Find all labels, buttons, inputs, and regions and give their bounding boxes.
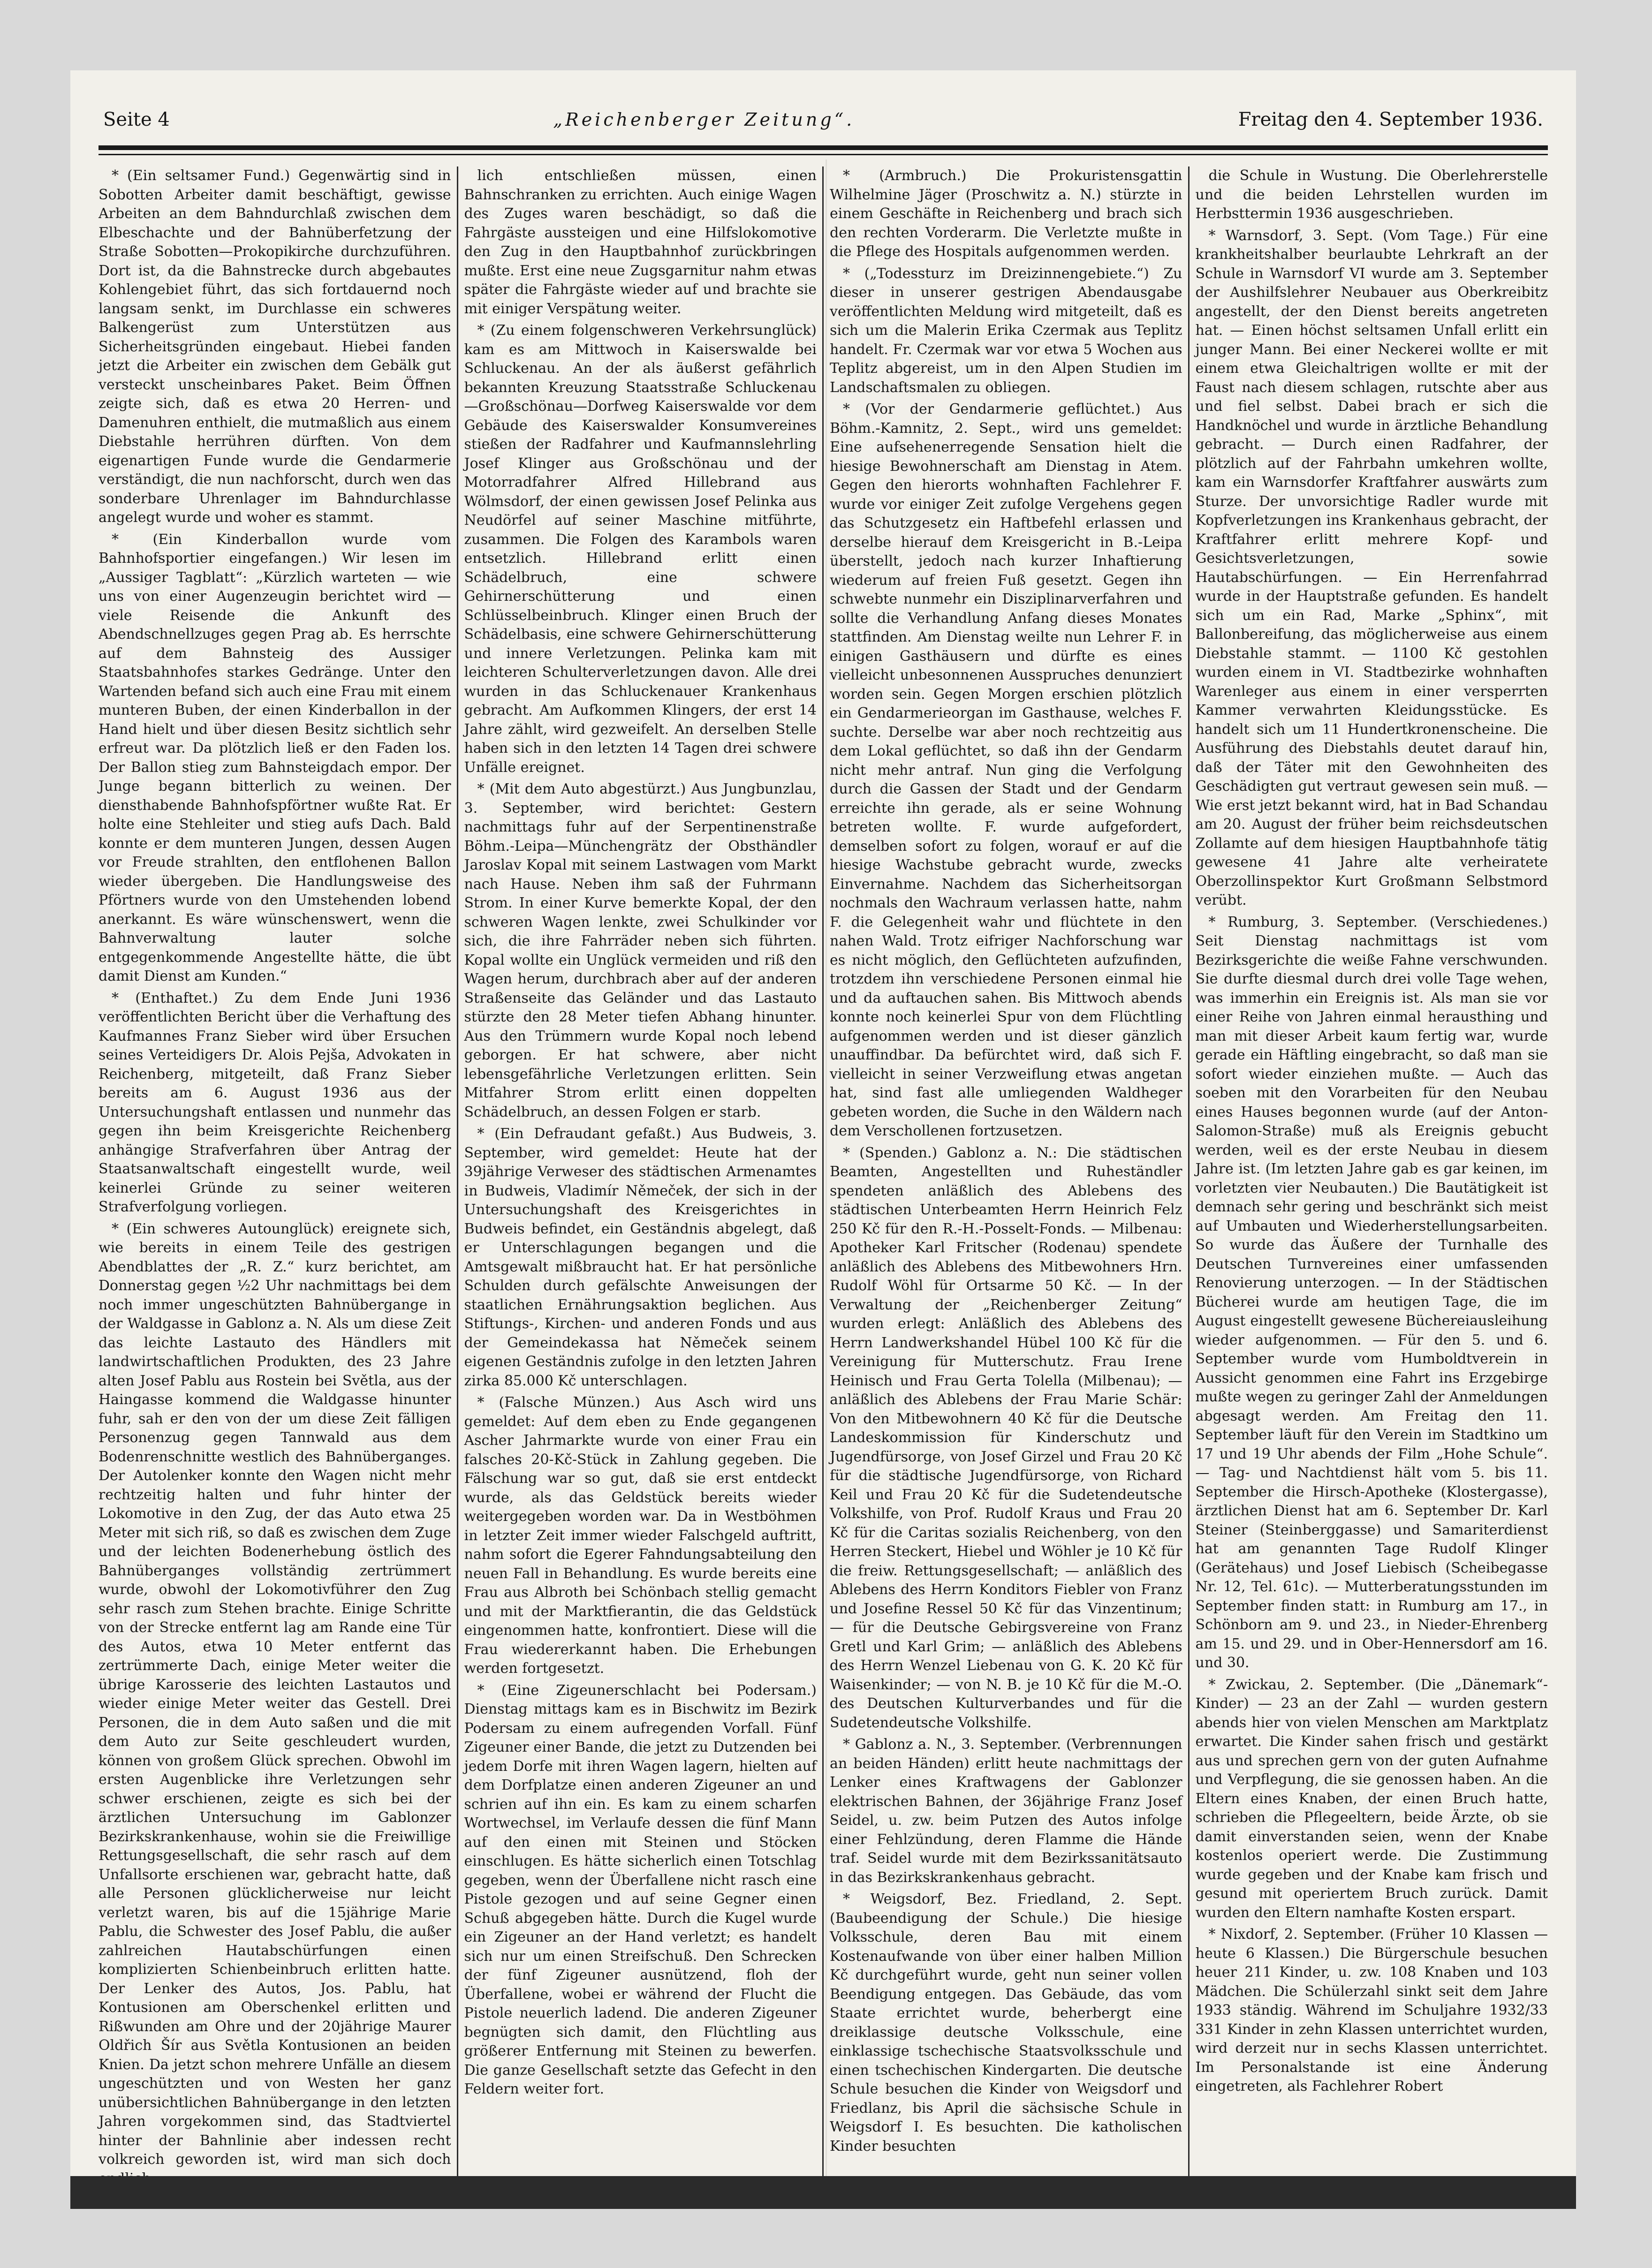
column-1	[99, 166, 451, 2191]
newspaper-title: „Reichenberger Zeitung“.	[553, 109, 855, 130]
article: * Gablonz a. N., 3. September. (Verbrennungen an beiden Händen) erlitt heute nachmittags der Lenker eines Kraftwagens der Gablonzer elektrischen Bahnen, der 36jährige Franz Josef Seidel, u. zw. beim Putzen des Autos infolge einer Fehlzündung, deren Flamme die Hände traf. Seidel wurde mit dem Bezirkssanitätsauto in das Bezirkskrankenhaus gebracht.	[830, 1736, 1182, 1886]
article: * (Ein Defraudant gefaßt.) Aus Budweis, 3. September, wird gemeldet: Heute hat der 39jährige Verweser des städtischen Armenamtes in Budweis, Vladimír Němeček, der sich in der Untersuchungshaft des Kreisgerichtes in Budweis befindet, ein Geständnis abgelegt, daß er Unterschlagungen begangen und die Amtsgewalt mißbraucht hat. Er hat persönliche Schulden durch gefälschte Anweisungen der staatlichen Ernährungsaktion beglichen. Aus Stiftungs-, Kirchen- und anderen Fonds und aus der Gemeindekassa hat Němeček seinem eigenen Geständnis zufolge in den letzten Jahren zirka 85.000 Kč unterschlagen.	[464, 1126, 817, 1389]
article: * (Ein Kinderballon wurde vom Bahnhofsportier eingefangen.) Wir lesen im „Aussiger Tagblatt“: „Kürzlich warteten — wie uns von einer Augenzeugin berichtet wird — viele Reisende die Ankunft des Abendschnellzuges gegen Prag ab. Es herrschte auf dem Bahnsteig des Aussiger Staatsbahnhofes starkes Gedränge. Unter den Wartenden befand sich auch eine Frau mit einem munteren Buben, der einen Kinderballon in der Hand hielt und über diesen Besitz sichtlich sehr erfreut war. Da plötzlich ließ er den Faden los. Der Ballon stieg zum Bahnsteigdach empor. Der Junge begann bitterlich zu weinen. Der diensthabende Bahnhofspförtner wußte Rat. Er holte eine Stehleiter und stieg aufs Dach. Bald konnte er dem munteren Jungen, dessen Augen vor Freude strahlten, den entflohenen Ballon wieder übergeben. Die Handlungsweise des Pförtners wurde von den Umstehenden lobend anerkannt. Es wäre wünschenswert, wenn die Bahnverwaltung lauter solche entgegenkommende Angestellte hätte, die übt damit Dienst am Kunden.“	[99, 531, 451, 984]
article: * (Spenden.) Gablonz a. N.: Die städtischen Beamten, Angestellten und Ruheständler spendeten anläßlich des Ablebens des städtischen Unterbeamten Herrn Heinrich Felz 250 Kč für den R.-H.-Posselt-Fonds. — Milbenau: Apotheker Karl Fritscher (Rodenau) spendete anläßlich des Ablebens des Mitbewohners Hrn. Rudolf Wöhl für Ortsarme 50 Kč. — In der Verwaltung der „Reichenberger Zeitung“ wurden erlegt: Anläßlich des Ablebens des Herrn Landwerkshandel Hübel 100 Kč für die Vereinigung für Mutterschutz. Frau Irene Heinisch und Frau Gerta Tolella (Milbenau); — anläßlich des Ablebens der Frau Marie Schär: Von den Mitbewohnern 40 Kč für die Deutsche Landeskommission für Kinderschutz und Jugendfürsorge, von Josef Girzel und Frau 20 Kč für die städtische Jugendfürsorge, von Richard Keil und Frau 20 Kč für die Sudetendeutsche Volkshilfe, von Prof. Rudolf Kraus und Frau 20 Kč für die Caritas sozialis Reichenberg, von den Herren Steckert, Hiebel und Wöhler je 10 Kč für die freiw. Rettungsgesellschaft; — anläßlich des Ablebens des Herrn Konditors Fiebler von Franz und Josefine Ressel 50 Kč für das Vinzentinum; — für die Deutsche Gebirgsvereine von Franz Gretl und Karl Grim; — anläßlich des Ablebens des Herrn Wenzel Liebenau von G. K. 20 Kč für Waisenkinder; — von N. B. je 10 Kč für die M.-O. des Deutschen Kulturverbandes und für die Sudetendeutsche Volkshilfe.	[830, 1144, 1182, 1731]
article: * (Falsche Münzen.) Aus Asch wird uns gemeldet: Auf dem eben zu Ende gegangenen Ascher Jahrmarkte wurde von einer Frau ein falsches 20-Kč-Stück in Zahlung gegeben. Die Fälschung war so gut, daß sie erst entdeckt wurde, als das Geldstück bereits wieder weitergegeben worden war. Da in Westböhmen in letzter Zeit immer wieder Falschgeld auftritt, nahm sofort die Egerer Fahndungsabteilung den neuen Fall in Behandlung. Es wurde bereits eine Frau aus Albroth bei Schönbach stellig gemacht und mit der Marktfierantin, die das Geldstück eingenommen hatte, konfrontiert. Diese will die Frau wiedererkannt haben. Die Erhebungen werden fortgesetzt.	[464, 1394, 817, 1677]
article: * (Ein schweres Autounglück) ereignete sich, wie bereits in einem Teile des gestrigen Abendblattes der „R. Z.“ kurz berichtet, am Donnerstag gegen ½2 Uhr nachmittags bei dem noch immer ungeschützten Bahnübergange in der Waldgasse in Gablonz a. N. Als um diese Zeit das leichte Lastauto des Händlers mit landwirtschaftlichen Produkten, des 23 Jahre alten Josef Pablu aus Rostein bei Světla, aus der Haingasse kommend die Waldgasse hinunter fuhr, sah er den von der um diese Zeit fälligen Personenzug gegen Tannwald aus dem Bodenrenschnitte westlich des Bahnüberganges. Der Autolenker konnte den Wagen nicht mehr rechtzeitig halten und fuhr hinter der Lokomotive in den Zug, der das Auto etwa 25 Meter mit sich riß, so daß es zwischen dem Zuge und der leichten Bodenerhebung östlich des Bahnüberganges vollständig zertrümmert wurde, obwohl der Lokomotivführer den Zug sehr rasch zum Stehen brachte. Einige Schritte von der Strecke entfernt lag am Rande eine Tür des Autos, etwa 10 Meter entfernt das zertrümmerte Dach, einige Meter weiter die übrige Karosserie des leichten Lastautos und wieder einige Meter weiter das Gestell. Drei Personen, die in dem Auto saßen und die mit dem Auto zur Seite geschleudert wurden, können von großem Glück sprechen. Obwohl im ersten Augenblicke ihre Verletzungen sehr schwer erschienen, zeigte es sich bei der ärztlichen Untersuchung im Gablonzer Bezirkskrankenhause, wohin sie die Freiwillige Rettungsgesellschaft, die sehr rasch auf dem Unfallsorte erschienen war, gebracht hatte, daß alle Personen glücklicherweise nur leicht verletzt waren, bis auf die 15jährige Marie Pablu, die Schwester des Josef Pablu, die außer zahlreichen Hautabschürfungen einen komplizierten Schienbeinbruch erlitten hatte. Der Lenker des Autos, Jos. Pablu, hat Kontusionen am Oberschenkel erlitten und Rißwunden am Ohre und der 20jährige Maurer Oldřich Šír aus Světla Kontusionen an beiden Knien. Da jetzt schon mehrere Unfälle an diesem ungeschützten und von Westen her ganz unübersichtlichen Bahnübergange in den letzten Jahren vorgekommen sind, das Stadtviertel hinter der Bahnlinie aber indessen recht volkreich geworden ist, wird man sich doch	[99, 1220, 451, 2168]
article: lich entschließen müssen, einen Bahnschranken zu errichten. Auch einige Wagen des Zuges waren beschädigt, so daß die Fahrgäste aussteigen und eine Hilfslokomotive den Zug in den Hauptbahnhof zurückbringen mußte. Erst eine neue Zugsgarnitur nahm etwas später die Fahrgäste wieder auf und brachte sie mit einiger Verspätung weiter.	[464, 167, 817, 317]
header-rule-thick	[99, 145, 1548, 150]
header-rule-thin	[99, 154, 1548, 155]
article: * (Ein seltsamer Fund.) Gegenwärtig sind in Sobotten Arbeiter damit beschäftigt, gewisse Arbeiten an dem Bahndurchlaß zwischen dem Elbeschachte und der Bahnüberfetzung der Straße Sobotten—Prokopikirche durchzuführen. Dort ist, da die Bahnstrecke durch abgebautes Kohlengebiet führt, das sich fortdauernd noch langsam senkt, im Durchlasse ein schweres Balkengerüst zum Unterstützen aus Sicherheitsgründen eingebaut. Hiebei fanden jetzt die Arbeiter ein zwischen dem Gebälk gut versteckt unscheinbares Paket. Beim Öffnen zeigte sich, daß es etwa 20 Herren- und Damenuhren enthielt, die mutmaßlich aus einem Diebstahle herrühren dürften. Von dem eigenartigen Funde wurde die Gendarmerie verständigt, die nun nachforscht, durch wen das sonderbare Uhrenlager im Bahndurchlasse angelegt wurde und woher es stammt.	[99, 167, 451, 526]
page-number: Seite 4	[103, 109, 170, 130]
article: * (Vor der Gendarmerie geflüchtet.) Aus Böhm.-Kamnitz, 2. Sept., wird uns gemeldet: Eine aufsehenerregende Sensation hielt die hiesige Bewohnerschaft am Dienstag in Atem. Gegen den hierorts wohnhaften Fachlehrer F. wurde vor einiger Zeit zufolge Vergehens gegen das Schutzgesetz ein Haftbefehl erlassen und derselbe hierauf dem Kreisgericht in B.-Leipa überstellt, jedoch nach kurzer Inhaftierung wiederum auf freien Fuß gesetzt. Gegen ihn schwebte nunmehr ein Disziplinarverfahren und sollte die Verhandlung Anfang dieses Monates stattfinden. Am Dienstag weilte nun Lehrer F. in einigen Gasthäusern und dürfte es eines vielleicht unbesonnenen Ausspruches denunziert worden sein. Gegen Morgen erschien plötzlich ein Gendarmerieorgan im Gasthause, welches F. suchte. Derselbe war aber noch rechtzeitig aus dem Lokal geflüchtet, so daß ihn der Gendarm nicht mehr antraf. Nun ging die Verfolgung durch die Gassen der Stadt und der Gendarm erreichte ihn gerade, als er seine Wohnung betreten wollte. F. wurde aufgefordert, demselben sofort zu folgen, worauf er auf die hiesige Wachstube gebracht wurde, zwecks Einvernahme. Nachdem das Sicherheitsorgan nochmals den Wachraum verlassen hatte, nahm F. die Gelegenheit wahr und flüchtete in den nahen Wald. Trotz eifriger Nachforschung war es nicht möglich, den Geflüchteten aufzufinden, trotzdem ihn verschiedene Personen einmal hie und da auftauchen sahen. Bis Mittwoch abends konnte noch keinerlei Spur von dem Flüchtling aufgenommen werden und ist dieser gänzlich unauffindbar. Da befürchtet wird, daß sich F. vielleicht in seiner Verzweiflung etwas angetan hat, sind fast alle umliegenden Waldheger gebeten worden, die Suche in den Wäldern nach dem Verschollenen fortzusetzen.	[830, 401, 1182, 1139]
page-header	[103, 98, 1543, 141]
article: * (Mit dem Auto abgestürzt.) Aus Jungbunzlau, 3. September, wird berichtet: Gestern nachmittags fuhr auf der Serpentinenstraße Böhm.-Leipa—Münchengrätz der Obsthändler Jaroslav Kopal mit seinem Lastwagen vom Markt nach Hause. Neben ihm saß der Fuhrmann Strom. In einer Kurve bemerkte Kopal, der den schweren Wagen lenkte, zwei Schulkinder vor sich, die ihre Fahrräder neben sich führten. Kopal wollte ein Unglück vermeiden und riß den Wagen herum, durchbrach aber auf der anderen Straßenseite das Geländer und das Lastauto stürzte den 28 Meter tiefen Abhang hinunter. Aus den Trümmern wurde Kopal noch lebend geborgen. Er hat schwere, aber nicht lebensgefährliche Verletzungen erlitten. Sein Mitfahrer Strom erlitt einen doppelten Schädelbruch, an dessen Folgen er starb.	[464, 781, 817, 1120]
article: * Zwickau, 2. September. (Die „Dänemark“-Kinder) — 23 an der Zahl — wurden gestern abends hier von vielen Menschen am Marktplatz erwartet. Die Kinder sahen frisch und gestärkt aus und sprechen gern von der guten Aufnahme und Verpflegung, die sie genossen haben. An die Eltern eines Knaben, der einen Bruch hatte, schrieben die Pflegeeltern, beide Ärzte, ob sie damit einverstanden seien, wenn der Knabe kostenlos operiert werde. Die Zustimmung wurde gegeben und der Knabe kam frisch und gesund mit operiertem Bruch zurück. Damit wurden den Eltern namhafte Kosten erspart.	[1195, 1676, 1548, 1921]
column-2	[464, 166, 817, 2191]
article: * („Todessturz im Dreizinnengebiete.“) Zu dieser in unserer gestrigen Abendausgabe veröffentlichten Meldung wird mitgeteilt, daß es sich um die Malerin Erika Czermak aus Teplitz handelt. Fr. Czermak war vor etwa 5 Wochen aus Teplitz abgereist, um in den Alpen Studien im Landschaftsmalen zu obliegen.	[830, 265, 1182, 396]
text-columns	[99, 166, 1548, 2167]
article: die Schule in Wustung. Die Oberlehrerstelle und die beiden Lehrstellen wurden im Herbsttermin 1936 ausgeschrieben.	[1195, 167, 1548, 222]
column-4	[1196, 166, 1548, 2191]
article: * (Zu einem folgenschweren Verkehrsunglück) kam es am Mittwoch in Kaiserswalde bei Schluckenau. An der als äußerst gefährlich bekannten Kreuzung Staatsstraße Schluckenau—Großschönau—Dorfweg Kaiserswalde vor dem Gebäude des Kaiserswalder Konsumvereines stießen der Radfahrer und Kaufmannslehrling Josef Klinger aus Großschönau und der Motorradfahrer Alfred Hillebrand aus Wölmsdorf, der einen gewissen Josef Pelinka aus Neudörfel auf seiner Maschine mitführte, zusammen. Die Folgen des Karambols waren entsetzlich. Hillebrand erlitt einen Schädelbruch, eine schwere Gehirnerschütterung und einen Schlüsselbeinbruch. Klinger einen Bruch der Schädelbasis, eine schwere Gehirnerschütterung und innere Verletzungen. Pelinka kam mit leichteren Schulterverletzungen davon. Alle drei wurden in das Schluckenauer Krankenhaus gebracht. Am Aufkommen Klingers, der erst 14 Jahre zählt, wird gezweifelt. An derselben Stelle haben sich in den letzten 14 Tagen drei schwere Unfälle ereignet.	[464, 322, 817, 776]
article: * (Eine Zigeunerschlacht bei Podersam.) Dienstag mittags kam es in Bischwitz im Bezirk Podersam zu einem aufregenden Vorfall. Fünf Zigeuner einer Bande, die jetzt zu Dutzenden bei jedem Dorfe mit ihren Wagen lagern, hielten auf dem Dorfplatze einen anderen Zigeuner an und schrien auf ihn ein. Es kam zu einem scharfen Wortwechsel, im Verlaufe dessen die fünf Mann auf den einen mit Steinen und Stöcken einschlugen. Es hätte sicherlich einen Totschlag gegeben, wenn der Überfallene nicht rasch eine Pistole gezogen und auf seine Gegner einen Schuß abgegeben hätte. Durch die Kugel wurde ein Zigeuner an der Hand verletzt; es handelt sich nur um einen Streifschuß. Den Schrecken der fünf Zigeuner ausnützend, floh der Überfallene, wobei er während der Flucht die Pistole neuerlich ladend. Die anderen Zigeuner begnügten sich damit, den Flüchtling aus größerer Entfernung mit Steinen zu bewerfen. Die ganze Gesellschaft setzte das Gefecht in den Feldern weiter fort.	[464, 1682, 817, 2097]
article: * Rumburg, 3. September. (Verschiedenes.) Seit Dienstag nachmittags ist vom Bezirksgerichte die weiße Fahne verschwunden. Sie durfte diesmal durch drei volle Tage wehen, was immerhin ein Ereignis ist. Als man sie vor einer Reihe von Jahren einmal herausthing und man mit dieser Arbeit kaum fertig war, wurde gerade ein Häftling eingebracht, so daß man sie sofort wieder einziehen mußte. — Auch das soeben mit den Vorarbeiten für den Neubau eines Hauses begonnen wurde (auf der Anton-Salomon-Straße) muß als Ereignis gebucht werden, weil es der erste Neubau in diesem Jahre ist. (Im letzten Jahre gab es gar keinen, im vorletzten vier Neubauten.) Die Bautätigkeit ist demnach sehr gering und beschränkt sich meist auf Umbauten und Wiederherstellungsarbeiten. So wurde das Äußere der Turnhalle des Deutschen Turnvereines einer umfassenden Renovierung unterzogen. — In der Städtischen Bücherei wurde am heutigen Tage, die im August eingestellt gewesene Büchereiausleihung wieder aufgenommen. — Für den 5. und 6. September wurde vom Humboldtverein in Aussicht genommen eine Fahrt ins Erzgebirge mußte wegen zu geringer Zahl der Anmeldungen abgesagt werden. Am Freitag den 11. September läuft für den Verein im Stadtkino um 17 und 19 Uhr abends der Film „Hohe Schule“. — Tag- und Nachtdienst hält vom 5. bis 11. September die Hirsch-Apotheke (Klostergasse), ärztlichen Dienst hat am 6. September Dr. Karl Steiner (Steinberggasse) und Samariterdienst hat am genannten Tage Rudolf Klinger (Gerätehaus) und Josef Liebisch (Scheibegasse Nr. 12, Tel. 61c). — Mutterberatungsstunden im September finden statt: in Rumburg am 17., in Schönborn am 9. und 23., in Nieder-Ehrenberg am 15. und 29. und in Ober-Hennersdorf am 16. und 30.	[1195, 914, 1548, 1671]
column-3	[830, 166, 1182, 2191]
article: * (Armbruch.) Die Prokuristensgattin Wilhelmine Jäger (Proschwitz a. N.) stürzte in einem Geschäfte in Reichenberg und brach sich den rechten Vorderarm. Die Verletzte mußte in die Pflege des Hospitals aufgenommen werden.	[830, 167, 1182, 260]
article: * Nixdorf, 2. September. (Früher 10 Klassen — heute 6 Klassen.) Die Bürgerschule besuchen heuer 211 Kinder, u. zw. 108 Knaben und 103 Mädchen. Die Schülerzahl sinkt seit dem Jahre 1933 ständig. Während im Schuljahre 1932/33 331 Kinder in zehn Klassen unterrichtet wurden, wird derzeit nur in sechs Klassen unterrichtet. Im Personalstande ist eine Änderung eingetreten, als Fachlehrer Robert	[1195, 1926, 1548, 2094]
article: * (Enthaftet.) Zu dem Ende Juni 1936 veröffentlichten Bericht über die Verhaftung des Kaufmannes Franz Sieber wird über Ersuchen seines Verteidigers Dr. Alois Pejša, Advokaten in Reichenberg, mitgeteilt, daß Franz Sieber bereits am 6. August 1936 aus der Untersuchungshaft entlassen und nunmehr das gegen ihn beim Kreisgerichte Reichenberg anhängige Strafverfahren über Antrag der Staatsanwaltschaft eingestellt wurde, weil keinerlei Gründe zu seiner weiteren Strafverfolgung vorliegen.	[99, 990, 451, 1215]
article: * Weigsdorf, Bez. Friedland, 2. Sept. (Baubeendigung der Schule.) Die hiesige Volksschule, deren Bau mit einem Kostenaufwande von über einer halben Million Kč durchgeführt wurde, geht nun seiner vollen Beendigung entgegen. Das Gebäude, das vom Staate errichtet wurde, beherbergt eine dreiklassige deutsche Volksschule, eine einklassige tschechische Staatsvolksschule und einen tschechischen Kindergarten. Die deutsche Schule besuchen die Kinder von Weigsdorf und Friedlanz, bis April die sächsische Schule in Weigsdorf I. Es besuchten. Die katholischen Kinder besuchten	[830, 1891, 1182, 2155]
issue-date: Freitag den 4. September 1936.	[1238, 109, 1543, 130]
newspaper-page	[70, 70, 1576, 2209]
scan-bottom-edge	[70, 2176, 1576, 2209]
article: * Warnsdorf, 3. Sept. (Vom Tage.) Für eine krankheitshalber beurlaubte Lehrkraft an der Schule in Warnsdorf VI wurde am 3. September der Aushilfslehrer Neubauer aus Oberkreibitz angestellt, der den Dienst bereits angetreten hat. — Einen höchst seltsamen Unfall erlitt ein junger Mann. Bei einer Neckerei wollte er mit einem etwa Gleichaltrigen wollte er mit der Faust nach diesem schlagen, rutschte aber aus und fiel selbst. Dabei brach er sich die Handknöchel und wurde in ärztliche Behandlung gebracht. — Durch einen Radfahrer, der plötzlich auf der Fahrbahn umkehren wollte, kam ein Warnsdorfer Kraftfahrer auswärts zum Sturze. Der unvorsichtige Radler wurde mit Kopfverletzungen ins Krankenhaus gebracht, der Kraftfahrer erlitt mehrere Kopf- und Gesichtsverletzungen, sowie Hautabschürfungen. — Ein Herrenfahrrad wurde in der Hauptstraße gefunden. Es handelt sich um ein Rad, Marke „Sphinx“, mit Ballonbereifung, das möglicherweise aus einem Diebstahle stammt. — 1100 Kč gestohlen wurden einem in VI. Stadtbezirke wohnhaften Warenleger aus einem in einer versperrten Kammer verwahrten Kleidungsstücke. Es handelt sich um 11 Hundertkronenscheine. Die Ausführung des Diebstahls deutet darauf hin, daß der Täter mit den Gewohnheiten des Geschädigten gut vertraut gewesen sein muß. — Wie erst jetzt bekannt wird, hat in Bad Schandau am 20. August der früher beim reichsdeutschen Zollamte auf dem hiesigen Hauptbahnhofe tätig gewesene 41 Jahre alte verheiratete Oberzollinspektor Kurt Großmann Selbstmord verübt.	[1195, 227, 1548, 908]
page-fold-shadow	[826, 159, 827, 2209]
